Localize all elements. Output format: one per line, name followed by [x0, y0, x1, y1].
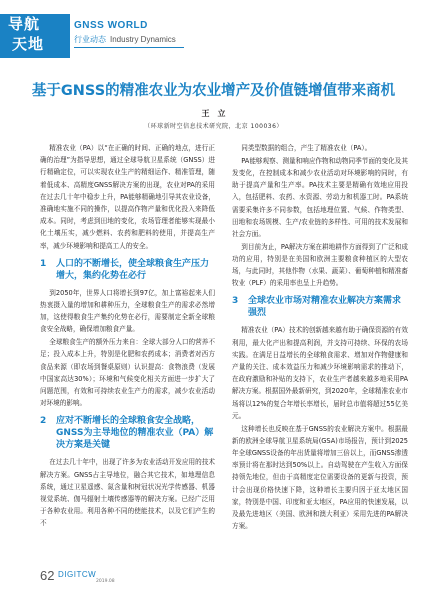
section-name-en: GNSS WORLD — [74, 20, 148, 31]
page-number: 62 — [40, 568, 55, 583]
heading-text: 应对不断增长的全球粮食安全战略，GNSS为主导地位的精准农业（PA）解决方案是关键 — [56, 416, 214, 451]
footer-date: 2019.08 — [96, 579, 115, 584]
article-affiliation: （环球新时空信息技术研究院，北京 100036） — [144, 123, 283, 130]
right-column — [232, 142, 408, 533]
paragraph: 精准农业（PA）技术的创新越来越有助于确保资源的有效利用，最大化产出和提高利润，并支持可持续、环保的农场实践。在满足日益增长的全球粮食需求、增加对作物健康和产量的关注、成本效益压力和减少环境影响需求的推动下，在政府激励和补贴的支持下，农业生产者越来越多地采用PA解决方案。根据国外最新研究，到2020年，全球精准农业市场将以12%的复合年增长率增长，届时总市值将超过55亿美元。 — [232, 326, 408, 420]
section-name-cn-text: 行业动态 — [74, 35, 106, 44]
paragraph: 到2050年，世界人口将增长到97亿，加上富裕起来人们热衷摄入量的增加和耕种压力，全球粮食生产的需求必然增加，这使得粮食生产集约化势在必行，需要制定全新全球粮食安全战略，确保增加粮食产量。 — [40, 288, 215, 334]
section-tag-line2: 天地 — [12, 35, 45, 53]
article-author: 王 立 — [201, 109, 226, 118]
paragraph: 精准农业（PA）以“在正确的时间、正确的地点，进行正确的治理”为指导思想，通过全球导航卫星系统（GNSS）进行精确定位，可以实现农业生产的精细运作、精准管理，随着低成本、高精度GNSS解决方案的出现，农业对PA的采用在过去几十年中稳步上升，PA能够精确地引导其农业设备，准确地实施不同的操作，以提高作物产量和优化投入来降低成本。同时，考虑到田地的变化，农场管理者能够实现最小化土壤压实，减少燃料、农药和肥料的使用，并提高生产率，减少环境影响和提高工人的安全。 — [40, 144, 215, 250]
paragraph: 全球粮食生产的额外压力来自：全球大部分人口的营养不足；投入成本上升，特别是化肥和农药成本；消费者对西方食品来源（即农场到餐桌原则）认识提高：食物浪费（发展中国家高达30%）；环境和气候变化相关方面进一步扩大了问题范围，有效和可持续农业生产力的需求，减少农业活动对环境的影响。 — [40, 338, 215, 408]
section-heading-2 — [40, 415, 215, 451]
section-tag-line1: 导航 — [8, 15, 41, 33]
article-title: 基于GNSS的精准农业为农业增产及价值链增值带来商机 — [31, 83, 396, 99]
footer-brand: DIGITCW — [58, 570, 97, 579]
heading-text: 全球农业市场对精准农业解决方案需求强烈 — [248, 296, 402, 319]
paragraph: 到目前为止，PA解决方案在耕地耕作方面得到了广泛和成功的应用，特别是在美国和欧洲主要粮食种植区的大型农场，与此同时，其他作物（水果、蔬菜）、葡萄种植和精准畜牧业（PLF）的采用率也呈上升趋势。 — [232, 242, 408, 288]
page-header — [0, 0, 427, 62]
paragraph: 在过去几十年中，出现了许多为农业活动开发应用的技术解决方案。GNSS占主导地位，融合其它技术，如地理信息系统，通过卫星遥感、氮含量和树冠状况光学传感器、机器视觉系统、伽马辐射土壤传感器等的解决方案。已经广泛用于各种农业用。利用各种不同的使能技术，以及它们产生的不 — [40, 458, 215, 528]
heading-text: 人口的不断增长，使全球粮食生产压力增大，集约化势在必行 — [56, 258, 210, 281]
paragraph: PA能够观察、测量和响应作物和动物同季节面的变化及其发变化，在控制成本和减少农业活动对环境影响的同时，有助于提高产量和生产率。PA技术主要是精确有效地应用投入，包括肥料、农药、水资源、劳动力和机器工时。PA系统需要采集许多不同参数，包括地理位置、气候、作物类型、田地和农场规模、生产/农业链的多样性、可用的技术发展和社会方面。 — [232, 156, 408, 238]
section-tag — [0, 14, 70, 58]
paragraph: 同类型数据的组合，产生了精准农业（PA）。 — [241, 144, 372, 152]
heading-number: 1 — [40, 258, 47, 269]
section-name-cn — [74, 34, 176, 45]
section-heading-3 — [232, 295, 408, 319]
header-rule — [74, 47, 184, 48]
paragraph: 这种增长也反映在基于GNSS的农业解决方案中。根据最新的欧洲全球导航卫星系统局(GSA)市场报告，预计到2025年全球GNSS设备的年出货量将增加三倍以上，而GNSS渗透率预计将在那时达到50%以上。自动驾驶在产生收入方面保持领先地位，但由于高精度定位需要设备的更新与投资，预计会出现价格快速下降，这种增长主要归因于亚太地区国家，特别是中国、印度和亚太地区，PA应用的快速发展，以及最先进地区（美国、欧洲和澳大利亚）采用先进的PA解决方案。 — [232, 424, 408, 531]
section-heading-1 — [40, 258, 215, 282]
heading-number: 3 — [232, 296, 239, 307]
left-column — [40, 142, 215, 530]
heading-number: 2 — [40, 416, 47, 427]
section-name-cn-en: Industry Dynamics — [110, 35, 176, 44]
page-footer — [0, 562, 427, 591]
